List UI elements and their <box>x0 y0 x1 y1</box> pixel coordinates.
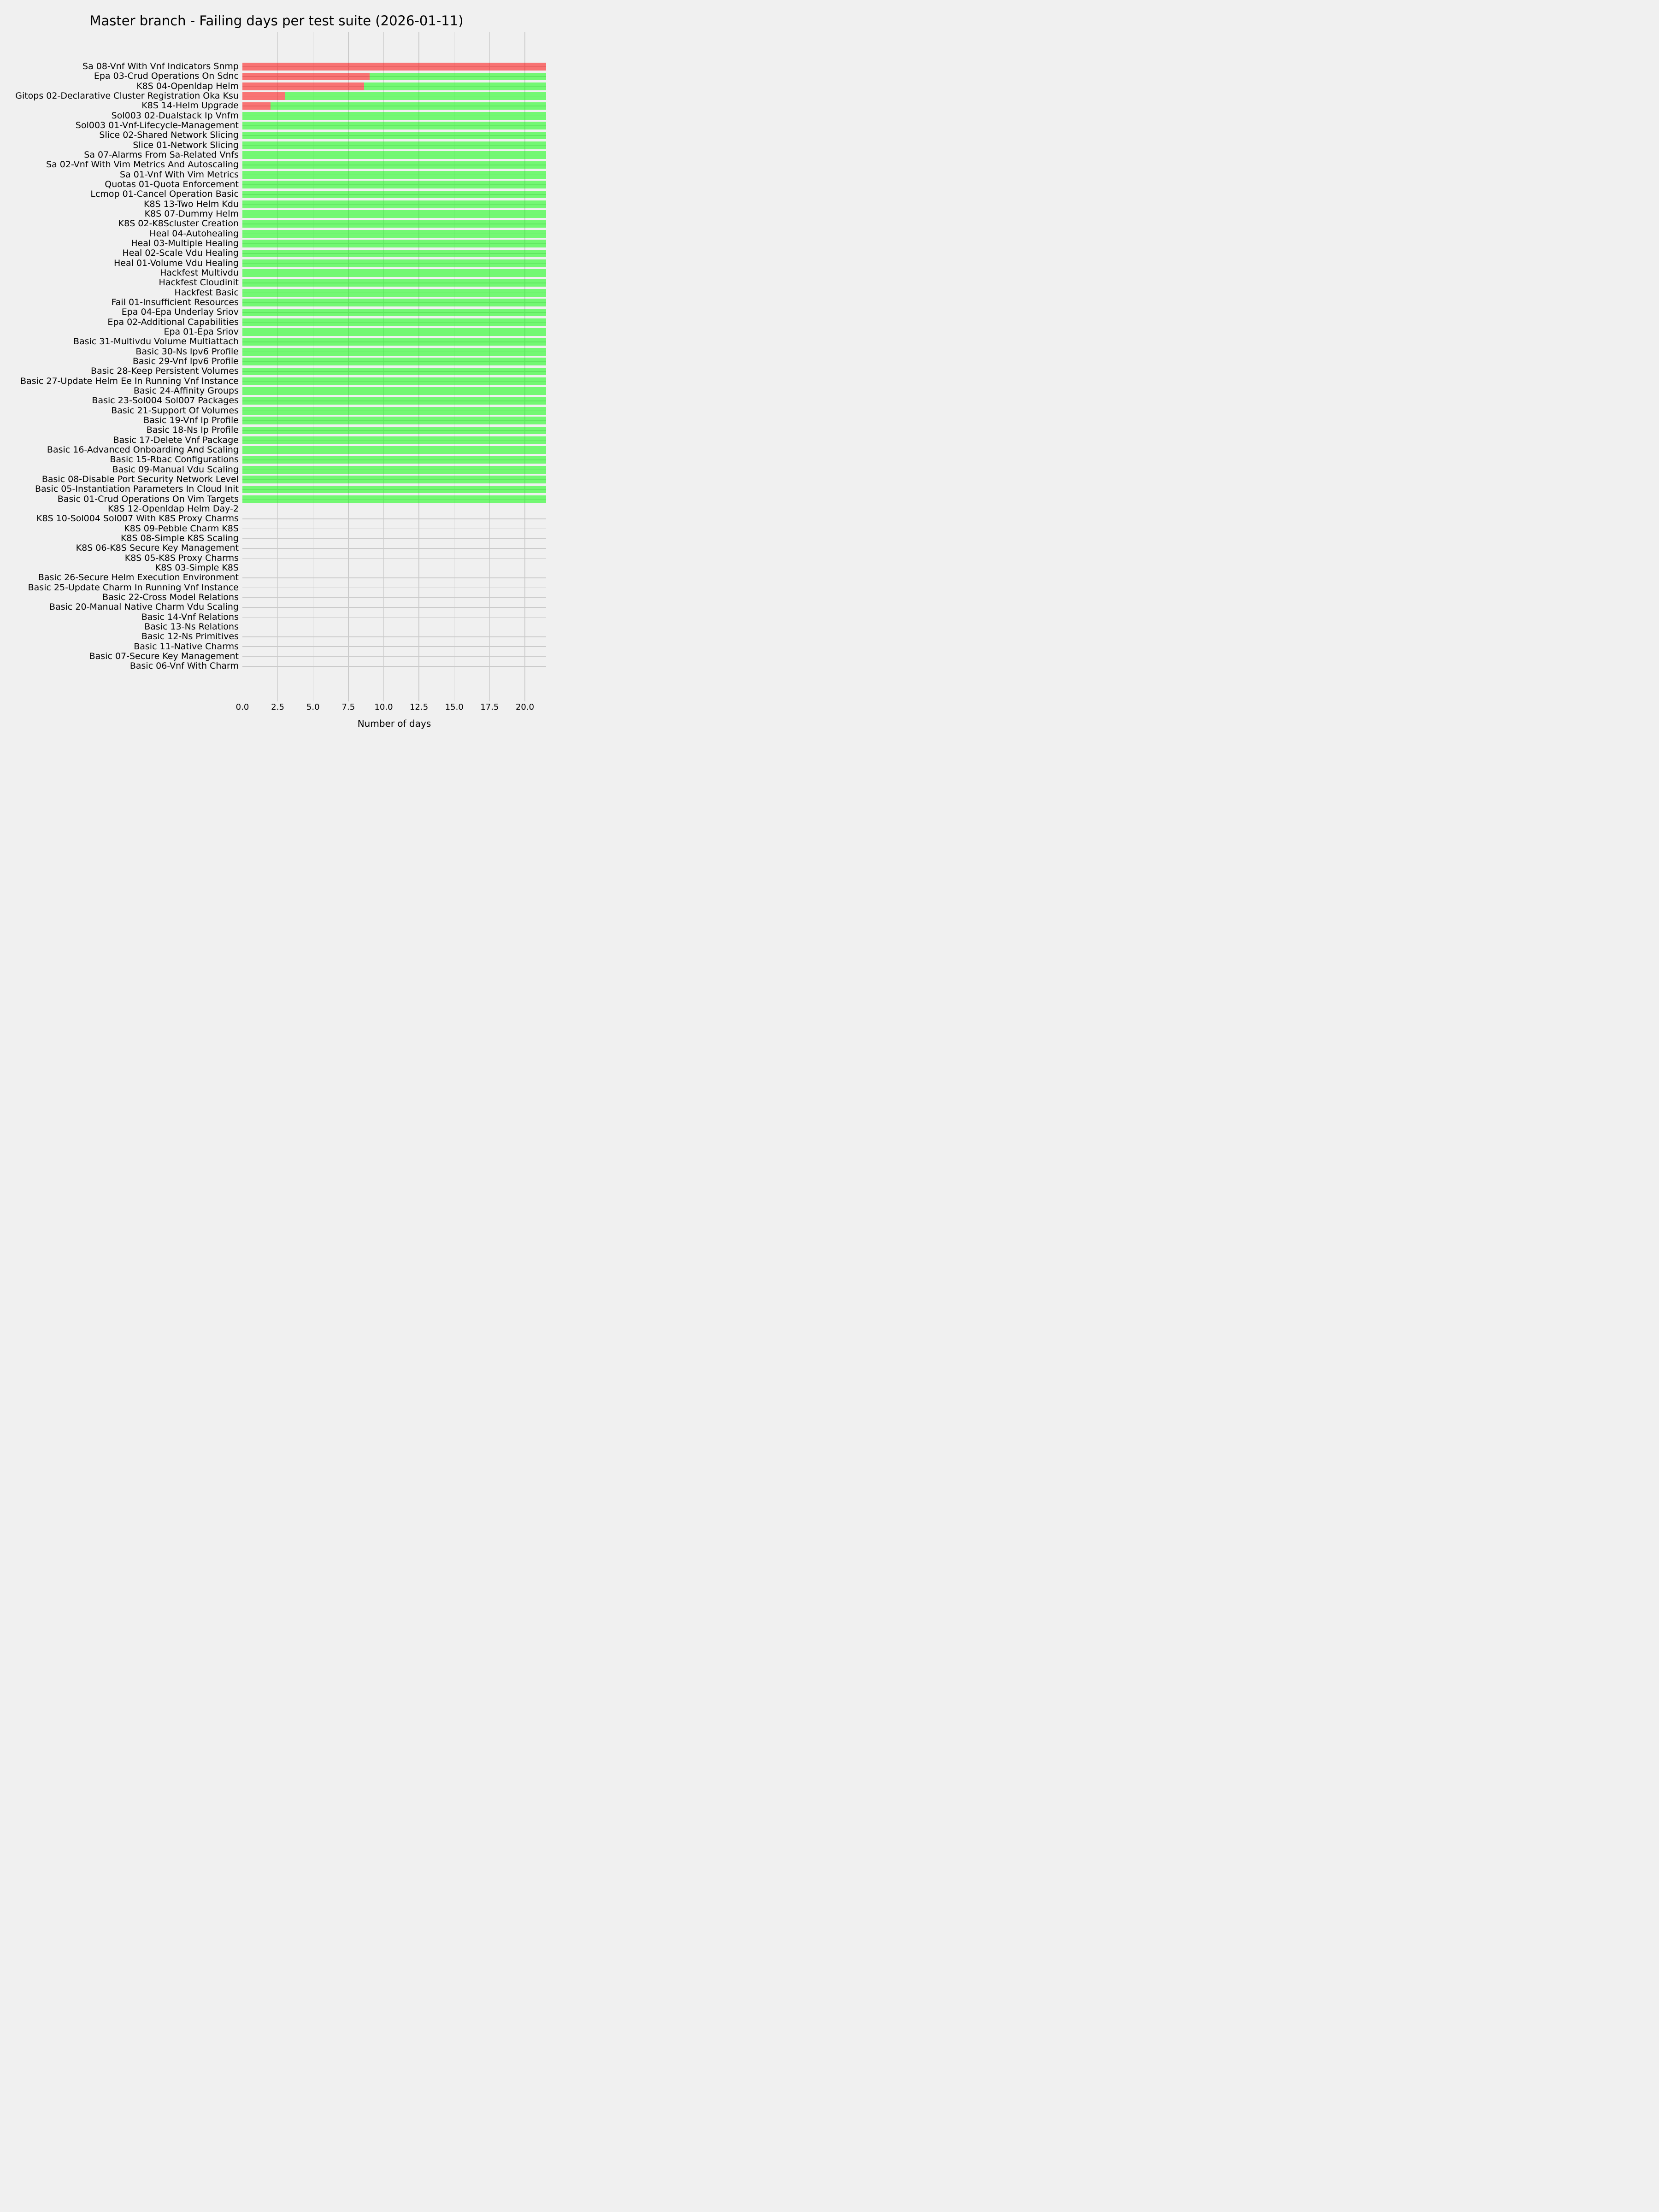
y-axis-label: K8S 10-Sol004 Sol007 With K8S Proxy Charms <box>36 513 239 524</box>
passing-bar-segment <box>242 259 546 267</box>
y-axis-label: Heal 02-Scale Vdu Healing <box>122 248 239 259</box>
y-axis-label: Basic 31-Multivdu Volume Multiattach <box>73 336 239 347</box>
y-axis-label: Basic 16-Advanced Onboarding And Scaling <box>47 444 239 455</box>
bar-row <box>242 377 546 385</box>
bar-row <box>242 495 546 503</box>
x-tick-label: 12.5 <box>410 702 429 712</box>
h-gridline <box>242 617 546 618</box>
bar-row <box>242 486 546 494</box>
y-axis-label: Sa 01-Vnf With Vim Metrics <box>120 169 239 180</box>
x-axis-label: Number of days <box>357 718 431 729</box>
passing-bar-segment <box>242 171 546 179</box>
h-gridline <box>242 577 546 578</box>
y-axis-label: Basic 22-Cross Model Relations <box>102 592 239 602</box>
bar-row <box>242 289 546 297</box>
y-axis-label: Basic 26-Secure Helm Execution Environment <box>38 572 239 583</box>
bar-row <box>242 151 546 159</box>
x-tick-label: 20.0 <box>515 702 535 712</box>
y-axis-label: Heal 04-Autohealing <box>149 228 239 239</box>
bar-row <box>242 181 546 188</box>
x-tick-label: 15.0 <box>445 702 464 712</box>
bar-row <box>242 279 546 287</box>
y-axis-label: Basic 12-Ns Primitives <box>141 631 239 642</box>
passing-bar-segment <box>242 417 546 424</box>
y-axis-label: K8S 05-K8S Proxy Charms <box>124 553 239 563</box>
bar-row <box>242 309 546 317</box>
passing-bar-segment <box>242 446 546 454</box>
bar-row <box>242 250 546 258</box>
bar-row <box>242 318 546 326</box>
y-axis-label: Basic 11-Native Charms <box>134 641 239 652</box>
passing-bar-segment <box>242 436 546 444</box>
y-axis-label: Basic 19-Vnf Ip Profile <box>143 415 239 425</box>
y-axis-label: Sol003 02-Dualstack Ip Vnfm <box>111 110 239 121</box>
passing-bar-segment <box>242 220 546 228</box>
bar-row <box>242 427 546 435</box>
bar-row <box>242 368 546 376</box>
passing-bar-segment <box>271 102 546 110</box>
passing-bar-segment <box>242 122 546 129</box>
y-axis-labels <box>0 32 239 701</box>
passing-bar-segment <box>242 466 546 474</box>
h-gridline <box>242 538 546 539</box>
y-axis-label: K8S 04-Openldap Helm <box>136 81 239 91</box>
passing-bar-segment <box>242 279 546 287</box>
y-axis-label: Basic 09-Manual Vdu Scaling <box>112 464 239 475</box>
y-axis-label: Basic 14-Vnf Relations <box>141 612 239 622</box>
bar-row <box>242 73 546 81</box>
bar-row <box>242 417 546 424</box>
h-gridline <box>242 636 546 637</box>
passing-bar-segment <box>242 269 546 277</box>
bar-row <box>242 466 546 474</box>
y-axis-label: Hackfest Cloudinit <box>159 277 239 288</box>
failing-bar-segment <box>242 102 271 110</box>
passing-bar-segment <box>242 200 546 208</box>
bar-row <box>242 397 546 405</box>
passing-bar-segment <box>242 377 546 385</box>
plot-area <box>242 32 546 701</box>
x-tick-label: 0.0 <box>235 702 249 712</box>
failing-bar-segment <box>242 82 364 90</box>
passing-bar-segment <box>242 112 546 120</box>
y-axis-label: Sa 08-Vnf With Vnf Indicators Snmp <box>82 61 239 72</box>
y-axis-label: Basic 05-Instantiation Parameters In Cloud Init <box>35 484 239 494</box>
bar-row <box>242 220 546 228</box>
y-axis-label: K8S 02-K8Scluster Creation <box>118 218 239 229</box>
y-axis-label: Heal 01-Volume Vdu Healing <box>114 258 239 268</box>
passing-bar-segment <box>364 82 546 90</box>
y-axis-label: Epa 03-Crud Operations On Sdnc <box>94 71 239 82</box>
x-tick-label: 10.0 <box>374 702 393 712</box>
y-axis-label: Basic 07-Secure Key Management <box>89 651 239 661</box>
y-axis-label: Basic 29-Vnf Ipv6 Profile <box>132 356 239 366</box>
bar-row <box>242 456 546 464</box>
bar-row <box>242 358 546 365</box>
y-axis-label: Slice 02-Shared Network Slicing <box>99 130 239 141</box>
bar-row <box>242 299 546 306</box>
y-axis-label: Epa 04-Epa Underlay Sriov <box>121 307 239 318</box>
passing-bar-segment <box>242 250 546 258</box>
bar-row <box>242 240 546 247</box>
bar-row <box>242 132 546 140</box>
y-axis-label: Basic 24-Affinity Groups <box>133 385 239 396</box>
passing-bar-segment <box>242 151 546 159</box>
y-axis-label: Basic 13-Ns Relations <box>144 621 239 632</box>
y-axis-label: Basic 08-Disable Port Security Network Level <box>41 474 239 484</box>
bar-row <box>242 210 546 218</box>
bar-row <box>242 161 546 169</box>
y-axis-label: Lcmop 01-Cancel Operation Basic <box>90 189 239 200</box>
y-axis-label: K8S 07-Dummy Helm <box>144 209 239 219</box>
bar-row <box>242 102 546 110</box>
passing-bar-segment <box>242 387 546 395</box>
passing-bar-segment <box>285 92 546 100</box>
y-axis-label: Basic 20-Manual Native Charm Vdu Scaling <box>49 602 239 612</box>
y-axis-label: Epa 01-Epa Sriov <box>164 326 239 337</box>
y-axis-label: Quotas 01-Quota Enforcement <box>105 179 239 190</box>
bar-row <box>242 200 546 208</box>
passing-bar-segment <box>242 486 546 494</box>
bar-row <box>242 112 546 120</box>
y-axis-label: Hackfest Multivdu <box>160 267 239 278</box>
x-tick-label: 7.5 <box>341 702 355 712</box>
y-axis-label: K8S 03-Simple K8S <box>155 562 239 573</box>
passing-bar-segment <box>242 289 546 297</box>
h-gridline <box>242 656 546 657</box>
bar-row <box>242 82 546 90</box>
passing-bar-segment <box>370 73 546 81</box>
y-axis-label: Basic 23-Sol004 Sol007 Packages <box>92 395 239 406</box>
bar-row <box>242 407 546 415</box>
x-tick-label: 2.5 <box>271 702 284 712</box>
y-axis-label: Basic 21-Support Of Volumes <box>111 405 239 416</box>
bar-row <box>242 348 546 356</box>
failing-bar-segment <box>242 92 285 100</box>
y-axis-label: Basic 27-Update Helm Ee In Running Vnf Instance <box>20 376 239 386</box>
y-axis-label: Sol003 01-Vnf-Lifecycle-Management <box>75 120 239 131</box>
bar-row <box>242 122 546 129</box>
passing-bar-segment <box>242 230 546 238</box>
passing-bar-segment <box>242 181 546 188</box>
bar-row <box>242 328 546 336</box>
h-gridline <box>242 597 546 598</box>
y-axis-label: Basic 15-Rbac Configurations <box>110 454 239 465</box>
passing-bar-segment <box>242 407 546 415</box>
passing-bar-segment <box>242 191 546 199</box>
h-gridline <box>242 646 546 647</box>
y-axis-label: K8S 08-Simple K8S Scaling <box>120 533 239 543</box>
passing-bar-segment <box>242 348 546 356</box>
passing-bar-segment <box>242 476 546 483</box>
bar-row <box>242 476 546 483</box>
y-axis-label: Basic 17-Delete Vnf Package <box>113 435 239 445</box>
passing-bar-segment <box>242 456 546 464</box>
passing-bar-segment <box>242 240 546 247</box>
passing-bar-segment <box>242 309 546 317</box>
passing-bar-segment <box>242 368 546 376</box>
failing-bar-segment <box>242 63 546 71</box>
passing-bar-segment <box>242 427 546 435</box>
bar-row <box>242 92 546 100</box>
y-axis-label: Hackfest Basic <box>174 287 239 298</box>
y-axis-label: K8S 06-K8S Secure Key Management <box>76 543 239 553</box>
y-axis-label: Gitops 02-Declarative Cluster Registration Oka Ksu <box>15 91 239 101</box>
y-axis-label: Basic 01-Crud Operations On Vim Targets <box>57 494 239 504</box>
y-axis-label: Sa 07-Alarms From Sa-Related Vnfs <box>84 150 239 160</box>
passing-bar-segment <box>242 358 546 365</box>
bar-row <box>242 63 546 71</box>
y-axis-label: K8S 12-Openldap Helm Day-2 <box>108 503 239 514</box>
y-axis-label: Sa 02-Vnf With Vim Metrics And Autoscaling <box>46 159 239 170</box>
bar-row <box>242 338 546 346</box>
y-axis-label: Basic 28-Keep Persistent Volumes <box>91 366 239 377</box>
passing-bar-segment <box>242 210 546 218</box>
bar-row <box>242 191 546 199</box>
y-axis-label: Basic 30-Ns Ipv6 Profile <box>135 346 239 357</box>
passing-bar-segment <box>242 318 546 326</box>
bar-row <box>242 269 546 277</box>
bar-row <box>242 171 546 179</box>
y-axis-label: Slice 01-Network Slicing <box>133 140 239 150</box>
y-axis-label: Fail 01-Insufficient Resources <box>111 297 239 307</box>
x-tick-label: 17.5 <box>480 702 499 712</box>
y-axis-label: Basic 06-Vnf With Charm <box>129 661 239 671</box>
y-axis-label: K8S 09-Pebble Charm K8S <box>124 523 239 534</box>
passing-bar-segment <box>242 397 546 405</box>
y-axis-label: Basic 25-Update Charm In Running Vnf Instance <box>28 582 239 593</box>
passing-bar-segment <box>242 299 546 306</box>
h-gridline <box>242 518 546 519</box>
y-axis-label: Basic 18-Ns Ip Profile <box>146 425 239 435</box>
y-axis-label: Epa 02-Additional Capabilities <box>107 317 239 327</box>
bar-row <box>242 387 546 395</box>
bar-row <box>242 446 546 454</box>
bar-row <box>242 230 546 238</box>
chart-title: Master branch - Failing days per test suite (2026-01-11) <box>89 13 464 29</box>
passing-bar-segment <box>242 495 546 503</box>
failing-bar-segment <box>242 73 370 81</box>
y-axis-label: K8S 14-Helm Upgrade <box>141 100 239 111</box>
passing-bar-segment <box>242 338 546 346</box>
bar-row <box>242 141 546 149</box>
bar-row <box>242 259 546 267</box>
passing-bar-segment <box>242 132 546 140</box>
bar-row <box>242 436 546 444</box>
passing-bar-segment <box>242 161 546 169</box>
y-axis-label: Heal 03-Multiple Healing <box>131 238 239 248</box>
x-tick-label: 5.0 <box>306 702 320 712</box>
passing-bar-segment <box>242 141 546 149</box>
h-gridline <box>242 558 546 559</box>
figure <box>0 0 553 737</box>
passing-bar-segment <box>242 328 546 336</box>
y-axis-label: K8S 13-Two Helm Kdu <box>144 199 239 209</box>
